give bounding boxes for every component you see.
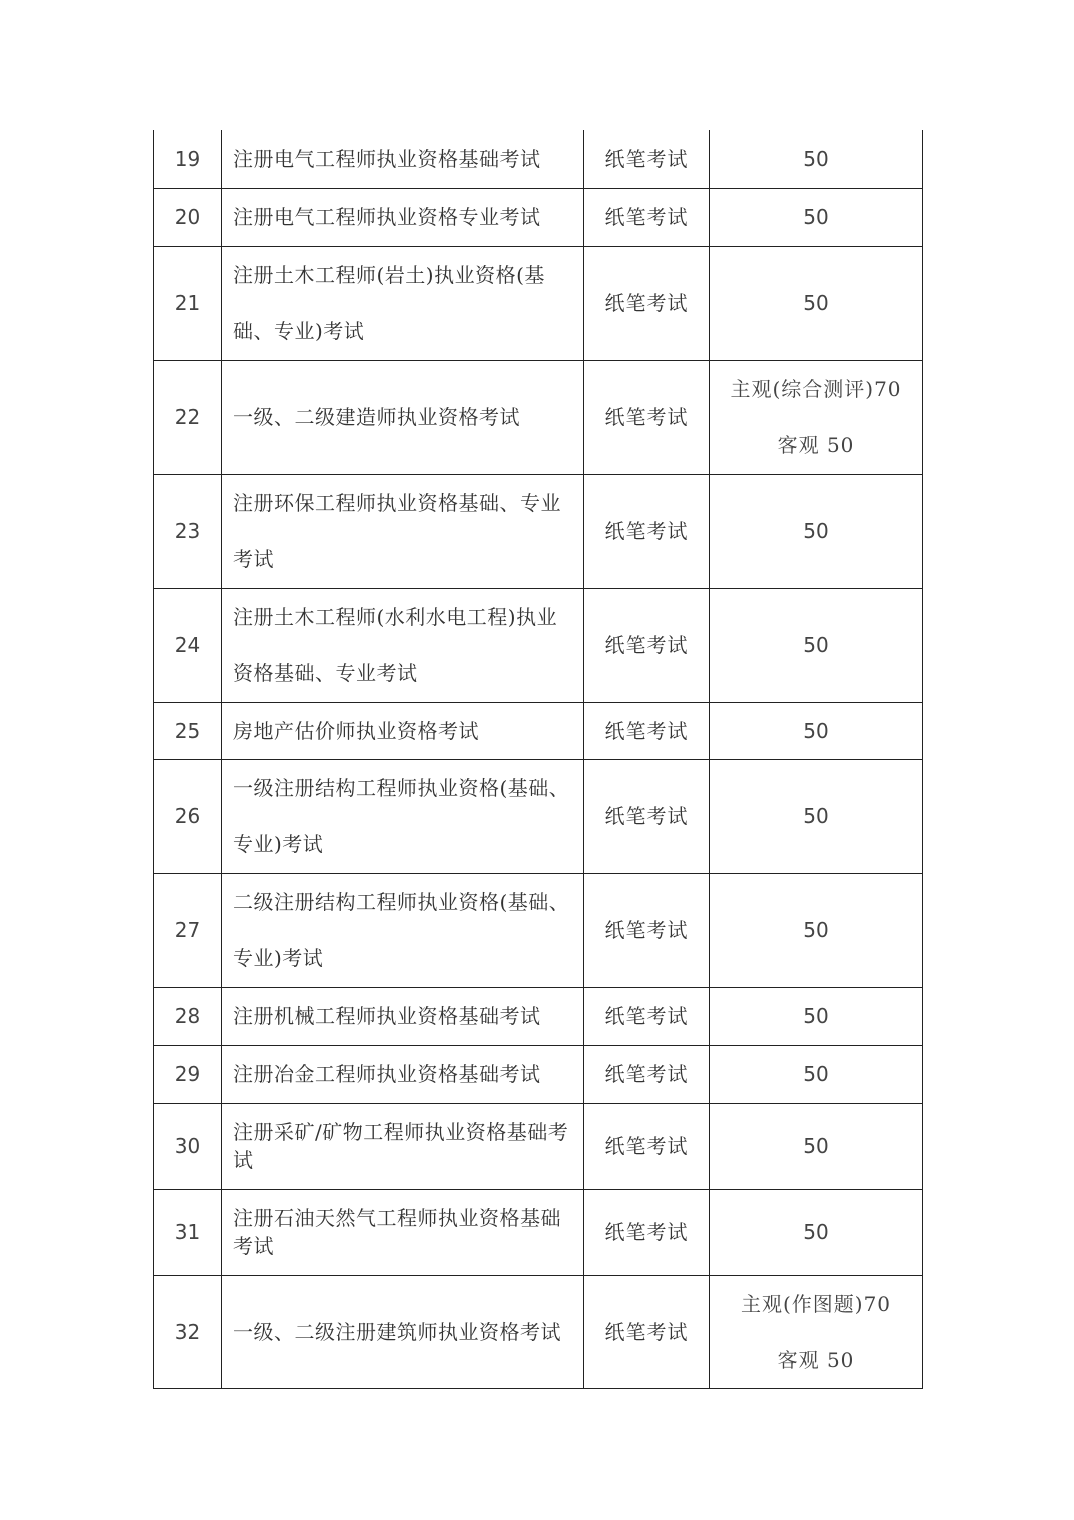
- table-row: [154, 702, 923, 759]
- passing-score: 50: [710, 873, 923, 987]
- table-row: [154, 130, 923, 188]
- exam-name: 注册电气工程师执业资格专业考试: [222, 188, 584, 246]
- row-number: 29: [154, 1045, 222, 1103]
- exam-method: 纸笔考试: [584, 987, 710, 1045]
- exam-name: 注册机械工程师执业资格基础考试: [222, 987, 584, 1045]
- table-row: [154, 1045, 923, 1103]
- exam-name: 注册石油天然气工程师执业资格基础考试: [222, 1189, 584, 1275]
- row-number: 20: [154, 188, 222, 246]
- row-number: 28: [154, 987, 222, 1045]
- exam-method: 纸笔考试: [584, 702, 710, 759]
- table-row: [154, 588, 923, 702]
- table-row: [154, 360, 923, 474]
- passing-score: [710, 1275, 923, 1388]
- exam-name: 一级、二级建造师执业资格考试: [222, 360, 584, 474]
- exam-method: 纸笔考试: [584, 1275, 710, 1388]
- row-number: 19: [154, 130, 222, 188]
- exam-name: 一级、二级注册建筑师执业资格考试: [222, 1275, 584, 1388]
- passing-score: 50: [710, 987, 923, 1045]
- row-number: 21: [154, 246, 222, 360]
- row-number: 22: [154, 360, 222, 474]
- exam-name: 注册冶金工程师执业资格基础考试: [222, 1045, 584, 1103]
- exam-name: 注册环保工程师执业资格基础、专业考试: [222, 474, 584, 588]
- row-number: 25: [154, 702, 222, 759]
- table-row: [154, 987, 923, 1045]
- objective-score: 客观 50: [777, 1347, 855, 1372]
- passing-score: 50: [710, 246, 923, 360]
- exam-method: 纸笔考试: [584, 588, 710, 702]
- table-row: [154, 474, 923, 588]
- exam-name: 注册土木工程师(水利水电工程)执业资格基础、专业考试: [222, 588, 584, 702]
- passing-score: 50: [710, 188, 923, 246]
- exam-method: 纸笔考试: [584, 759, 710, 873]
- exam-method: 纸笔考试: [584, 188, 710, 246]
- exam-method: 纸笔考试: [584, 360, 710, 474]
- exam-score-table: [153, 130, 923, 1389]
- table-row: [154, 759, 923, 873]
- table-row: [154, 1275, 923, 1388]
- subjective-score: 主观(综合测评)70: [730, 377, 902, 401]
- passing-score: 50: [710, 1103, 923, 1189]
- exam-method: 纸笔考试: [584, 1045, 710, 1103]
- exam-method: 纸笔考试: [584, 130, 710, 188]
- exam-method: 纸笔考试: [584, 474, 710, 588]
- table-row: [154, 873, 923, 987]
- exam-method: 纸笔考试: [584, 873, 710, 987]
- row-number: 26: [154, 759, 222, 873]
- passing-score: [710, 360, 923, 474]
- objective-score: 客观 50: [777, 433, 855, 457]
- table-row: [154, 188, 923, 246]
- passing-score: 50: [710, 130, 923, 188]
- exam-name: 房地产估价师执业资格考试: [222, 702, 584, 759]
- exam-method: 纸笔考试: [584, 1189, 710, 1275]
- exam-name: 二级注册结构工程师执业资格(基础、专业)考试: [222, 873, 584, 987]
- row-number: 32: [154, 1275, 222, 1388]
- row-number: 27: [154, 873, 222, 987]
- table-row: [154, 1189, 923, 1275]
- table-row: [154, 246, 923, 360]
- row-number: 24: [154, 588, 222, 702]
- row-number: 31: [154, 1189, 222, 1275]
- exam-method: 纸笔考试: [584, 1103, 710, 1189]
- exam-name: 注册采矿/矿物工程师执业资格基础考试: [222, 1103, 584, 1189]
- passing-score: 50: [710, 1189, 923, 1275]
- table-row: [154, 1103, 923, 1189]
- exam-name: 注册电气工程师执业资格基础考试: [222, 130, 584, 188]
- exam-method: 纸笔考试: [584, 246, 710, 360]
- passing-score: 50: [710, 759, 923, 873]
- passing-score: 50: [710, 1045, 923, 1103]
- exam-name: 一级注册结构工程师执业资格(基础、专业)考试: [222, 759, 584, 873]
- exam-name: 注册土木工程师(岩土)执业资格(基础、专业)考试: [222, 246, 584, 360]
- passing-score: 50: [710, 474, 923, 588]
- subjective-score: 主观(作图题)70: [740, 1291, 892, 1316]
- row-number: 30: [154, 1103, 222, 1189]
- passing-score: 50: [710, 588, 923, 702]
- passing-score: 50: [710, 702, 923, 759]
- row-number: 23: [154, 474, 222, 588]
